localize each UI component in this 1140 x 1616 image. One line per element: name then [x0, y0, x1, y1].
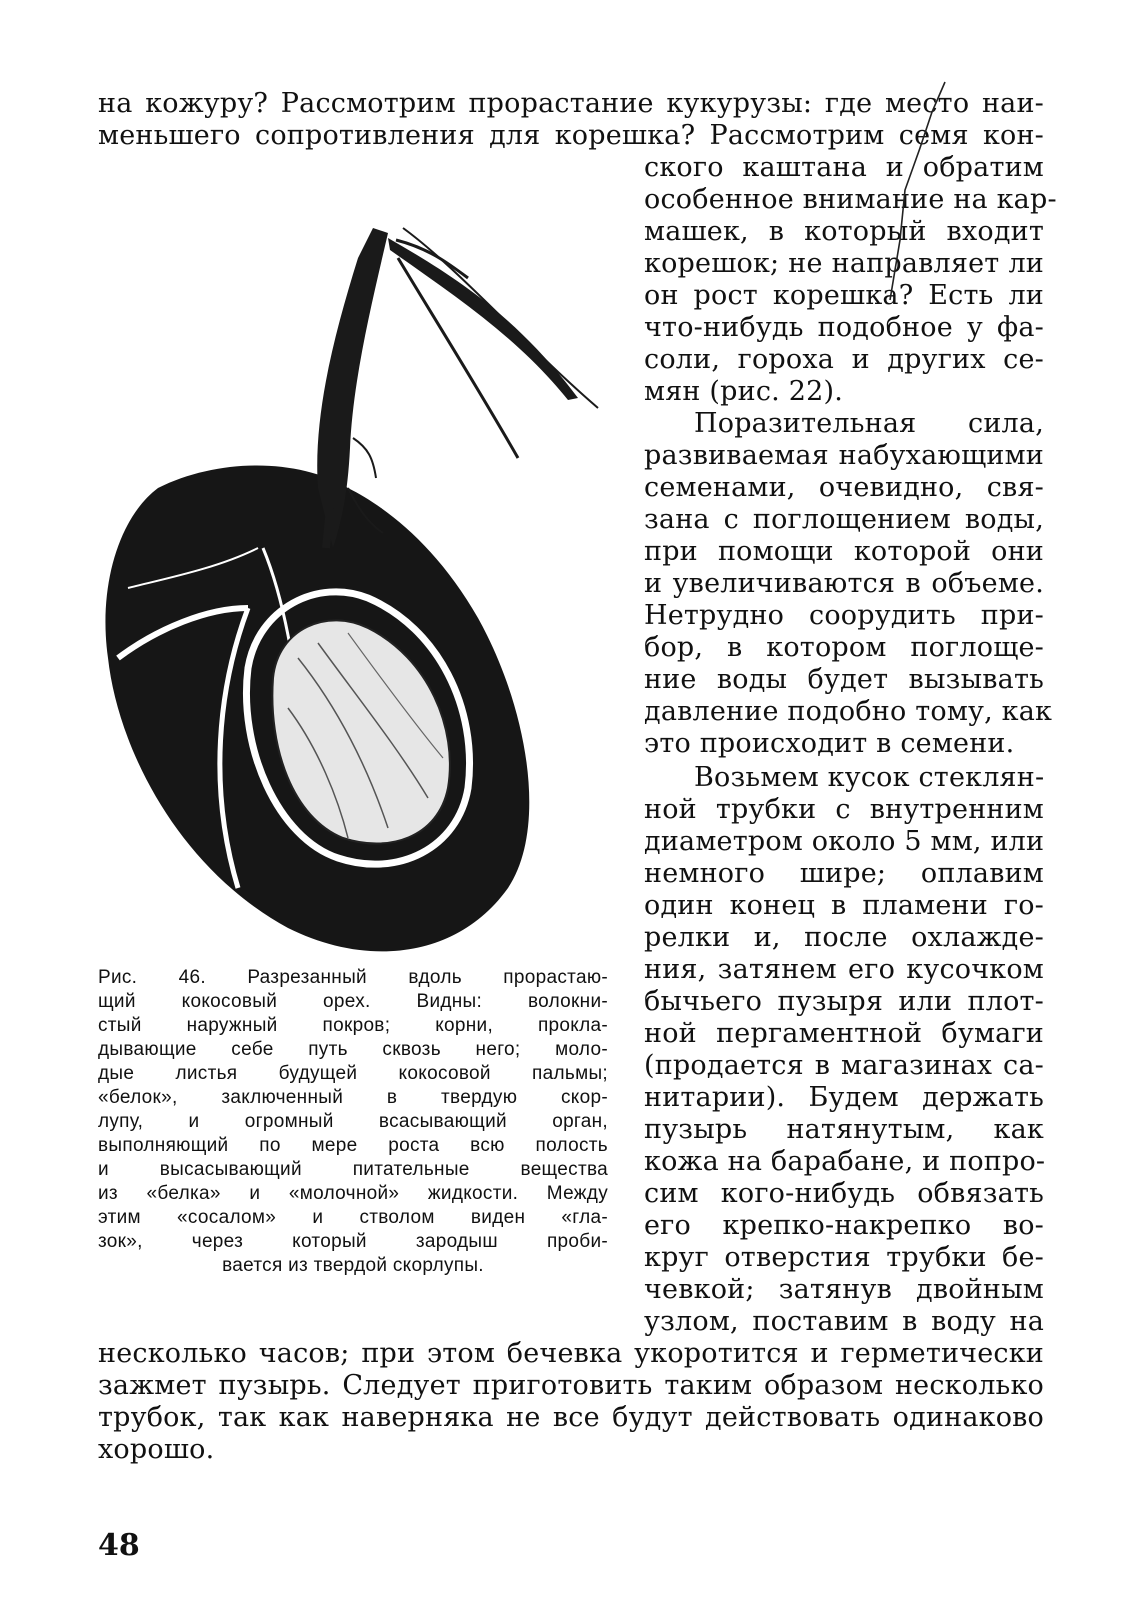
page-number: 48 [98, 1528, 140, 1563]
body-line: кожа на барабане, и попро- [644, 1146, 1046, 1177]
body-line: машек, в который входит [644, 216, 1044, 247]
body-line: один конец в пламени го- [644, 890, 1044, 921]
body-line: это происходит в семени. [644, 728, 1015, 759]
paragraph-start-line: Поразительная сила, [694, 408, 1044, 439]
body-line: меньшего сопротивления для корешка? Рассмотрим семя кон- [98, 120, 1044, 151]
body-line: зана с поглощением воды, [644, 504, 1044, 535]
figure-caption-line: зок», через который зародыш проби- [98, 1231, 608, 1252]
body-line: и увеличиваются в объеме. [644, 568, 1044, 599]
body-line: (продается в магазинах са- [644, 1050, 1044, 1081]
body-line: ной трубки с внутренним [644, 794, 1044, 825]
body-line: особенное внимание на кар- [644, 184, 1057, 215]
body-line: круг отверстия трубки бе- [644, 1242, 1044, 1273]
body-line: давление подобно тому, как [644, 696, 1053, 727]
body-line: сим кого-нибудь обвязать [644, 1178, 1044, 1209]
figure-caption-line: выполняющий по мере роста всю полость [98, 1135, 608, 1156]
figure-caption-line: лупу, и огромный всасывающий орган, [98, 1111, 608, 1132]
body-line: немного шире; оплавим [644, 858, 1044, 889]
figure-caption-line: «белок», заключенный в твердую скор- [98, 1087, 608, 1108]
figure-caption-line: из «белка» и «молочной» жидкости. Между [98, 1183, 608, 1204]
body-line: мян (рис. 22). [644, 376, 843, 407]
root [353, 438, 376, 478]
body-line: нитарии). Будем держать [644, 1082, 1044, 1113]
body-line: ния, затянем его кусочком [644, 954, 1044, 985]
body-line: семенами, очевидно, свя- [644, 472, 1044, 503]
body-line: пузырь натянутым, как [644, 1114, 1044, 1145]
figure-caption-line: стый наружный покров; корни, прокла- [98, 1015, 608, 1036]
body-line: его крепко-накрепко во- [644, 1210, 1044, 1241]
figure-caption-line: дые листья будущей кокосовой пальмы; [98, 1063, 608, 1084]
body-line: несколько часов; при этом бечевка укоротится и герметически [98, 1338, 1044, 1369]
body-line: трубок, так как наверняка не все будут действовать одинаково [98, 1402, 1044, 1433]
body-line: релки и, после охлажде- [644, 922, 1044, 953]
body-line: Нетрудно соорудить при- [644, 600, 1044, 631]
body-line: что-нибудь подобное у фа- [644, 312, 1044, 343]
body-line: бычьего пузыря или плот- [644, 986, 1044, 1017]
body-line: диаметром около 5 мм, или [644, 826, 1045, 857]
young-leaf [388, 238, 578, 400]
body-line: ние воды будет вызывать [644, 664, 1044, 695]
body-line: он рост корешка? Есть ли [644, 280, 1044, 311]
body-line: зажмет пузырь. Следует приготовить таким образом несколько [98, 1370, 1044, 1401]
body-line: при помощи которой они [644, 536, 1044, 567]
body-line: чевкой; затянув двойным [644, 1274, 1044, 1305]
body-line: на кожуру? Рассмотрим прорастание кукурузы: где место наи- [98, 88, 1044, 119]
figure-caption-line: щий кокосовый орех. Видны: волокни- [98, 991, 608, 1012]
figure-caption-line: Рис. 46. Разрезанный вдоль прорастаю- [98, 967, 608, 988]
body-line: бор, в котором поглоще- [644, 632, 1044, 663]
figure-caption-line: этим «сосалом» и стволом виден «гла- [98, 1207, 608, 1228]
figure-caption-line: вается из твердой скорлупы. [222, 1255, 484, 1276]
figure-caption-line: дывающие себе путь сквозь него; моло- [98, 1039, 608, 1060]
figure-caption-line: и высасывающий питательные вещества [98, 1159, 608, 1180]
body-line: развиваемая набухающими [644, 440, 1044, 471]
body-line: ского каштана и обратим [644, 152, 1044, 183]
body-line: хорошо. [98, 1434, 215, 1465]
paragraph-start-line: Возьмем кусок стеклян- [694, 762, 1045, 793]
body-line: соли, гороха и других се- [644, 344, 1044, 375]
body-line: узлом, поставим в воду на [644, 1306, 1044, 1337]
coconut-illustration [98, 188, 638, 986]
body-line: ной пергаментной бумаги [644, 1018, 1044, 1049]
body-line: корешок; не направляет ли [644, 248, 1044, 279]
